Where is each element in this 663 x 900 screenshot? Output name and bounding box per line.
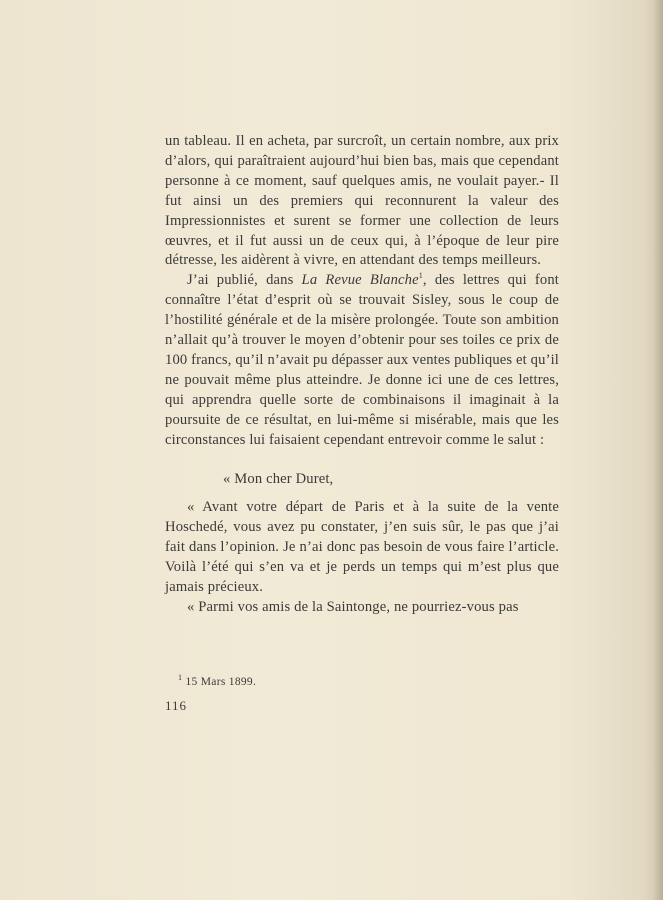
page-number: 116 [165,698,188,713]
paragraph-rest: , des lettres qui font connaître l’état d’esprit où se trouvait Sisley, sous le coup de l’hostilité générale et de la misère prolongée. Toute son ambition n’allait qu’à trouver le moyen d’obtenir pour ses toiles ce prix de 100 francs, qu’il n’avait pu dépasser aux ventes publiques et qu’il ne pouvait même plus atteindre. Je donne ici une de ces lettres, qui apprendra quelle sorte de combinaisons il imaginait à la poursuite de ce résultat, en lui-même si misérable, mais que les circonstances lui faisaient cependant entrevoir comme le salut : [165,272,560,448]
main-text [165,132,559,618]
footnote-text: 15 Mars 1899. [185,676,257,688]
footnote-reference: 1 [418,271,423,281]
journal-title: La Revue Blanche [301,272,419,289]
letter-paragraph-1: « Avant votre départ de Paris et à la suite de la vente Hoschedé, vous avez pu constater, j’en suis sûr, le pas que j’ai fait dans l’opinion. Je n’ai donc pas besoin de vous faire l’article. Voilà l’été qui s’en va et je perds un temps qui m’est plus que jamais précieux. [165,499,559,596]
paragraph-continued: un tableau. Il en acheta, par surcroît, un certain nombre, aux prix d’alors, qui paraîtraient aujourd’hui bien bas, mais que cependant personne à ce moment, sauf quelques amis, ne voulait payer.- Il fut ainsi un des premiers qui reconnurent la valeur des Impressionnistes et surent se former une collection de leurs œuvres, et il fut aussi un de ceux qui, à l’époque de leur pire détresse, les aidèrent à vivre, en attendant des temps meilleurs. [165,133,559,269]
paragraph-revue-blanche [165,271,559,450]
letter-paragraph-2: « Parmi vos amis de la Saintonge, ne pourriez-vous pas [187,598,519,615]
paragraph-start: J’ai publié, dans [187,272,302,289]
footnote [178,673,257,688]
letter-salutation: « Mon cher Duret, [223,470,334,487]
footnote-marker: 1 [178,673,183,683]
page-edge-shadow [653,0,663,900]
